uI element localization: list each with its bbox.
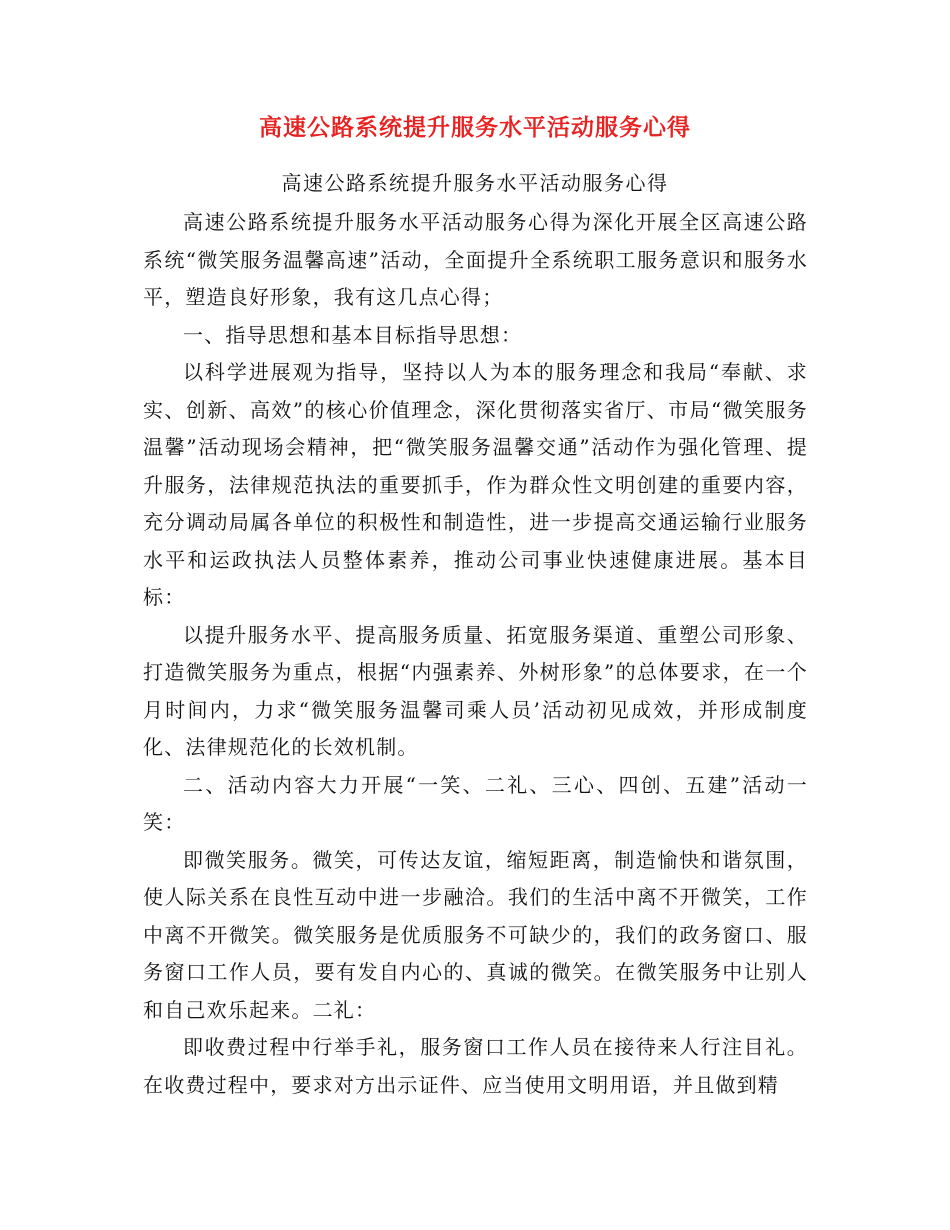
paragraph-intro: 高速公路系统提升服务水平活动服务心得为深化开展全区高速公路系统“微笑服务温馨高速”活动，全面提升全系统职工服务意识和服务水平，塑造良好形象，我有这几点心得； — [143, 210, 808, 309]
document-subtitle: 高速公路系统提升服务水平活动服务心得 — [281, 171, 669, 195]
document-body — [143, 204, 808, 1104]
paragraph-smile-service: 即微笑服务。微笑，可传达友谊，缩短距离，制造愉快和谐氛围，使人际关系在良性互动中进一步融洽。我们的生活中离不开微笑，工作中离不开微笑。微笑服务是优质服务不可缺少的，我们的政务窗口、服务窗口工作人员，要有发自内心的、真诚的微笑。在微笑服务中让别人和自己欢乐起来。二礼： — [143, 847, 808, 1022]
paragraph-section-two-heading: 二、活动内容大力开展“一笑、二礼、三心、四创、五建”活动一笑： — [143, 772, 808, 834]
paragraph-guiding-thought: 以科学进展观为指导，坚持以人为本的服务理念和我局“奉献、求实、创新、高效”的核心价值理念，深化贯彻落实省厅、市局“微笑服务温馨”活动现场会精神，把“微笑服务温馨交通”活动作为强化管理、提升服务，法律规范执法的重要抓手，作为群众性文明创建的重要内容，充分调动局属各单位的积极性和制造性，进一步提高交通运输行业服务水平和运政执法人员整体素养，推动公司事业快速健康进展。基本目标： — [143, 360, 808, 609]
paragraph-salute: 即收费过程中行举手礼，服务窗口工作人员在接待来人行注目礼。在收费过程中，要求对方出示证件、应当使用文明用语，并且做到精 — [143, 1035, 808, 1097]
paragraph-basic-goal: 以提升服务水平、提高服务质量、拓宽服务渠道、重塑公司形象、打造微笑服务为重点，根据“内强素养、外树形象”的总体要求，在一个月时间内，力求“微笑服务温馨司乘人员’活动初见成效，并形成制度化、法律规范化的长效机制。 — [143, 622, 808, 759]
paragraph-section-one-heading: 一、指导思想和基本目标指导思想： — [183, 322, 523, 347]
document-title: 高速公路系统提升服务水平活动服务心得 — [259, 114, 691, 141]
